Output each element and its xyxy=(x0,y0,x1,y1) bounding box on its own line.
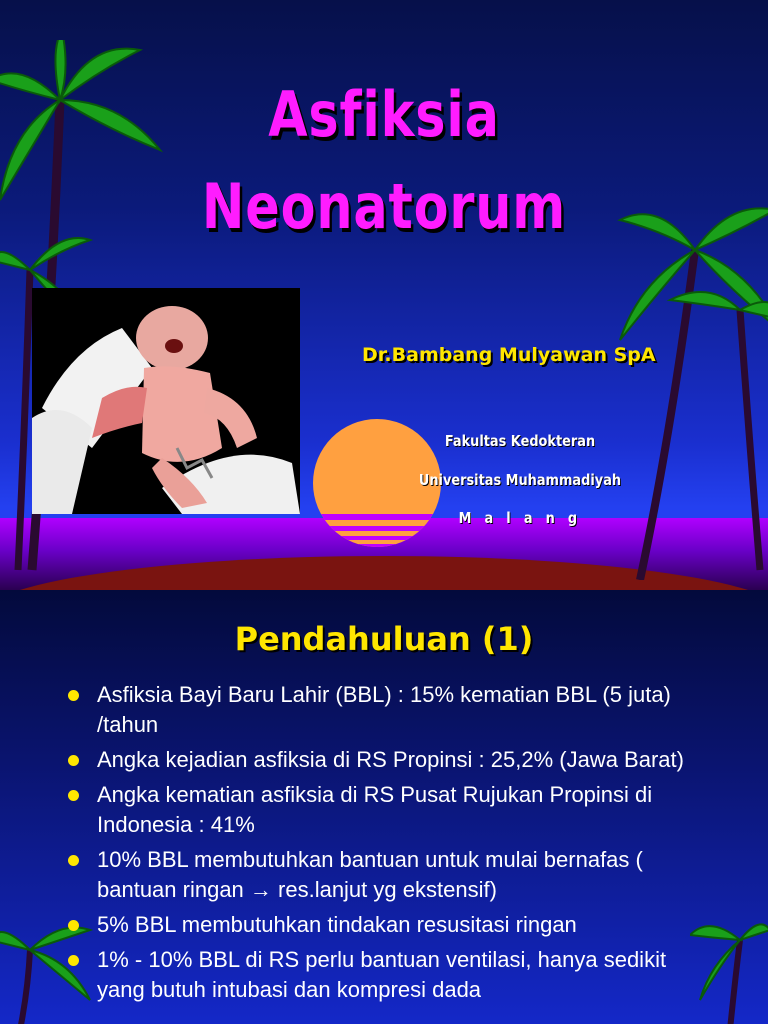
list-item xyxy=(66,910,706,940)
institution-line-3: M a l a n g xyxy=(458,509,582,527)
newborn-photo xyxy=(32,288,300,514)
bullet-dot-icon xyxy=(68,955,79,966)
list-item xyxy=(66,680,706,740)
bullet-dot-icon xyxy=(68,790,79,801)
bullet-text: 10% BBL membutuhkan bantuan untuk mulai bernafas ( bantuan ringan → res.lanjut yg ekstensif) xyxy=(97,847,643,902)
bullet-text: Angka kematian asfiksia di RS Pusat Rujukan Propinsi di Indonesia : 41% xyxy=(97,782,653,837)
slide-title-line-2: Neonatorum xyxy=(201,170,567,243)
bullet-dot-icon xyxy=(68,755,79,766)
bullet-text: Asfiksia Bayi Baru Lahir (BBL) : 15% kematian BBL (5 juta) /tahun xyxy=(97,682,671,737)
institution-line-1: Fakultas Kedokteran xyxy=(444,432,596,450)
bullet-text: 1% - 10% BBL di RS perlu bantuan ventilasi, hanya sedikit yang butuh intubasi dan kompresi dada xyxy=(97,947,667,1002)
bullet-dot-icon xyxy=(68,855,79,866)
bullet-text: Angka kejadian asfiksia di RS Propinsi : 25,2% (Jawa Barat) xyxy=(97,747,684,772)
bullet-dot-icon xyxy=(68,920,79,931)
list-item xyxy=(66,845,706,905)
institution-line-2: Universitas Muhammadiyah xyxy=(418,471,622,489)
bullet-list xyxy=(66,680,706,1010)
list-item xyxy=(66,780,706,840)
list-item xyxy=(66,945,706,1005)
bullet-text: 5% BBL membutuhkan tindakan resusitasi ringan xyxy=(97,912,577,937)
slide-title-line-1: Asfiksia xyxy=(268,78,500,151)
slide-heading: Pendahuluan (1) xyxy=(234,620,534,658)
introduction-slide xyxy=(0,590,768,1024)
author-name: Dr.Bambang Mulyawan SpA xyxy=(362,344,656,366)
list-item xyxy=(66,745,706,775)
bullet-dot-icon xyxy=(68,690,79,701)
